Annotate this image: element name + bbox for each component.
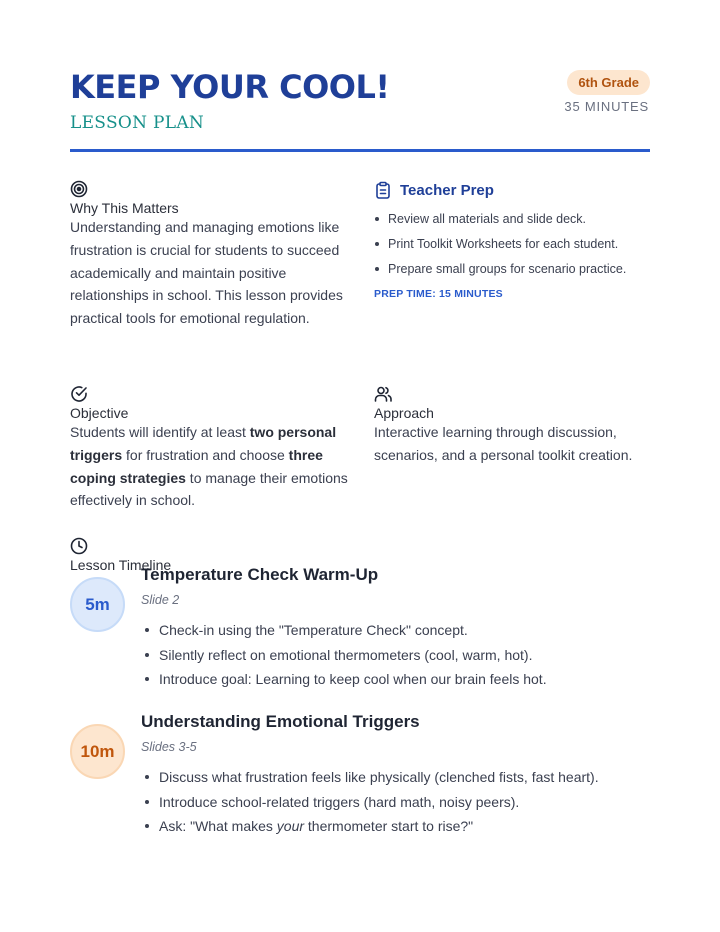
users-icon xyxy=(374,385,392,403)
timeline-item-title: Temperature Check Warm-Up xyxy=(141,565,379,584)
teacher-prep-section xyxy=(374,181,654,300)
why-text: Understanding and managing emotions like frustration is crucial for students to succeed academically and maintain positive relationships in school. This lesson provides practical tools for emotional regulation. xyxy=(70,219,343,327)
emphasis-text: your xyxy=(276,818,305,834)
why-this-matters-section xyxy=(70,180,355,330)
timeline-label: Lesson Timeline xyxy=(70,557,172,573)
objective-emphasis: two personal triggers xyxy=(70,424,337,463)
list-item: Print Toolkit Worksheets for each student. xyxy=(374,234,654,259)
list-item: Review all materials and slide deck. xyxy=(374,209,654,234)
objective-emphasis: three coping strategies xyxy=(70,446,323,486)
timeline-item-list xyxy=(141,620,661,694)
time-badge: 5m xyxy=(70,577,125,632)
approach-label: Approach xyxy=(374,405,434,421)
teacher-prep-list xyxy=(374,209,654,284)
objective-section xyxy=(70,385,360,512)
list-item: Check-in using the "Temperature Check" concept. xyxy=(141,620,661,645)
lesson-title: KEEP YOUR COOL! xyxy=(70,68,390,106)
approach-text: Interactive learning through discussion, scenarios, and a personal toolkit creation. xyxy=(374,424,633,463)
teacher-prep-header xyxy=(374,181,654,199)
lesson-duration: 35 MINUTES xyxy=(564,99,649,114)
timeline-item-slide: Slides 3-5 xyxy=(141,740,197,754)
list-item: Introduce school-related triggers (hard math, noisy peers). xyxy=(141,792,661,817)
lesson-subtitle: LESSON PLAN xyxy=(70,113,205,133)
list-item: Prepare small groups for scenario practice. xyxy=(374,259,654,284)
header-divider xyxy=(70,149,650,152)
objective-label: Objective xyxy=(70,405,129,421)
timeline-item-title: Understanding Emotional Triggers xyxy=(141,712,420,731)
clock-icon xyxy=(70,537,88,555)
list-item: Ask: "What makes your thermometer start to rise?" xyxy=(141,816,661,841)
list-item: Silently reflect on emotional thermometers (cool, warm, hot). xyxy=(141,645,661,670)
grade-badge: 6th Grade xyxy=(567,70,650,95)
clipboard-icon xyxy=(374,181,392,199)
timeline-item-slide: Slide 2 xyxy=(141,593,180,607)
prep-time: PREP TIME: 15 MINUTES xyxy=(374,288,503,300)
target-icon xyxy=(70,180,88,198)
list-item: Introduce goal: Learning to keep cool when our brain feels hot. xyxy=(141,669,661,694)
approach-section xyxy=(374,385,659,467)
check-circle-icon xyxy=(70,385,88,403)
time-badge: 10m xyxy=(70,724,125,779)
why-label: Why This Matters xyxy=(70,200,179,216)
teacher-prep-title: Teacher Prep xyxy=(400,181,494,199)
list-item: Discuss what frustration feels like physically (clenched fists, fast heart). xyxy=(141,767,661,792)
timeline-item-list xyxy=(141,767,661,841)
objective-text: Students will identify at least two personal triggers for frustration and choose three coping strategies to manage their emotions effectively in school. xyxy=(70,424,348,509)
